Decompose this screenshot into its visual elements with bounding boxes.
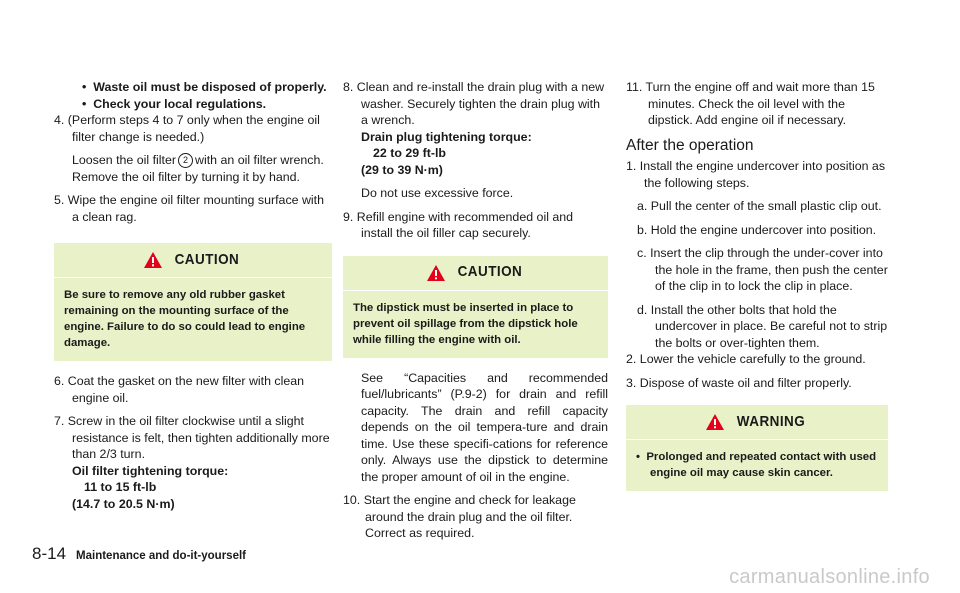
caution-triangle-icon xyxy=(143,251,163,269)
step-4-loosen: Loosen the oil filter 2 with an oil filter wrench. Remove the oil filter by turning it by hand. xyxy=(72,153,324,184)
caution-title: CAUTION xyxy=(457,263,522,281)
caution-title: CAUTION xyxy=(174,250,240,268)
step-8: 8. Clean and re-install the drain plug with a new washer. Securely tighten the drain plug with a wrench. xyxy=(343,80,605,127)
step-9: 9. Refill engine with recommended oil and install the oil filler cap securely. xyxy=(343,209,574,240)
oil-filter-torque-nm: (14.7 to 20.5 N·m) xyxy=(72,496,175,511)
step-7: 7. Screw in the oil filter clockwise until a slight resistance is felt, then tighten additionally more than 2/3 turn. xyxy=(54,414,330,461)
capacities-reference: See “Capacities and recommended fuel/lubricants” (P.9-2) for drain and refill capacity. The drain and refill capacity depends on the oil tempera-ture and drain time. Use these specifi-cations for reference only. Always use the dipstick to determine the proper amount of oil in the engine. xyxy=(361,370,608,484)
callout-2-icon: 2 xyxy=(178,153,193,168)
oil-filter-torque-ftlb: 11 to 15 ft-lb xyxy=(84,480,157,494)
step-4: 4. (Perform steps 4 to 7 only when the engine oil filter change is needed.) xyxy=(54,113,320,144)
column-left xyxy=(54,79,332,512)
op-step-1: 1. Install the engine undercover into position as the following steps. xyxy=(626,159,886,190)
op-step-3: 3. Dispose of waste oil and filter properly. xyxy=(626,375,852,390)
op-step-2: 2. Lower the vehicle carefully to the ground. xyxy=(626,352,866,366)
section-title: Maintenance and do-it-yourself xyxy=(76,550,246,562)
caution-box-dipstick xyxy=(343,256,608,358)
drain-plug-torque-nm: (29 to 39 N·m) xyxy=(361,162,443,177)
warning-box-skin-cancer xyxy=(626,405,888,491)
warning-title: WARNING xyxy=(736,412,806,430)
step-10: 10. Start the engine and check for leakage around the drain plug and the oil filter. Correct as required. xyxy=(343,493,576,540)
section-heading-after-operation: After the operation xyxy=(626,136,754,154)
watermark: carmanualsonline.info xyxy=(729,566,930,588)
column-right xyxy=(626,79,888,491)
drain-plug-torque-label: Drain plug tightening torque: xyxy=(361,129,532,144)
bullet-waste-oil: • Waste oil must be disposed of properly. xyxy=(82,80,327,94)
warning-text: • Prolonged and repeated contact with used engine oil may cause skin cancer. xyxy=(636,451,877,479)
caution-box-gasket xyxy=(54,243,332,361)
drain-plug-torque-ftlb: 22 to 29 ft-lb xyxy=(373,146,446,160)
op-step-1c: c. Insert the clip through the under-cover into the hole in the frame, then push the center of the clip in to lock the clip in place. xyxy=(637,246,888,293)
caution-triangle-icon xyxy=(426,264,446,282)
step-6: 6. Coat the gasket on the new filter with clean engine oil. xyxy=(54,374,305,405)
warning-triangle-icon xyxy=(705,413,725,431)
caution-text: The dipstick must be inserted in place to prevent oil spillage from the dipstick hole while filling the engine with oil. xyxy=(353,301,578,346)
step-5: 5. Wipe the engine oil filter mounting surface with a clean rag. xyxy=(54,193,325,224)
page-number: 8-14 xyxy=(32,544,67,563)
oil-filter-torque-label: Oil filter tightening torque: xyxy=(72,463,229,478)
bullet-local-regulations: • Check your local regulations. xyxy=(82,96,267,111)
column-middle xyxy=(343,79,608,542)
no-excessive-force: Do not use excessive force. xyxy=(361,186,514,200)
op-step-1a: a. Pull the center of the small plastic clip out. xyxy=(637,199,882,213)
page-footer xyxy=(32,544,246,564)
op-step-1b: b. Hold the engine undercover into position. xyxy=(637,222,877,237)
op-step-1d: d. Install the other bolts that hold the undercover in place. Be careful not to strip the bolts or over-tighten them. xyxy=(637,302,888,350)
step-11: 11. Turn the engine off and wait more than 15 minutes. Check the oil level with the dipstick. Add engine oil if necessary. xyxy=(626,80,875,127)
caution-text: Be sure to remove any old rubber gasket remaining on the mounting surface of the engine. Failure to do so could lead to engine damage. xyxy=(64,289,306,349)
